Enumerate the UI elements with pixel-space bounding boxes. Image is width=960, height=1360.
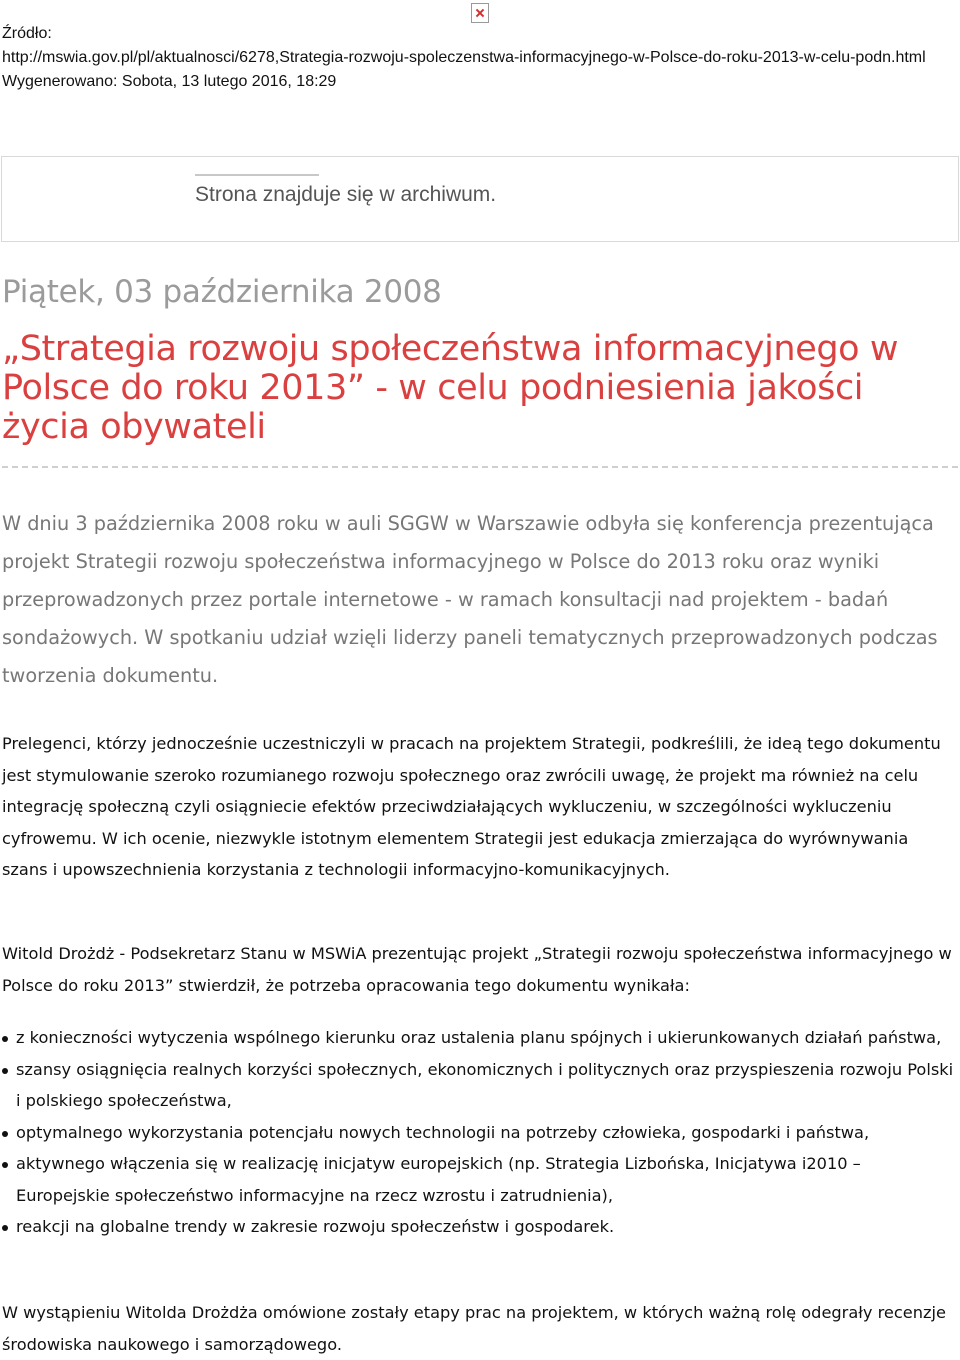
list-item: reakcji na globalne trendy w zakresie rozwoju społeczeństw i gospodarek. — [2, 1211, 958, 1243]
list-item: szansy osiągnięcia realnych korzyści społecznych, ekonomicznych i politycznych oraz przyspieszenia rozwoju Polski i polskiego społeczeństwa, — [2, 1054, 958, 1117]
broken-image-icon — [471, 3, 489, 23]
article-date: Piątek, 03 października 2008 — [2, 274, 442, 310]
source-label: Źródło: — [2, 25, 52, 42]
archive-notice-box — [1, 156, 959, 242]
article-lead: W dniu 3 października 2008 roku w auli SGGW w Warszawie odbyła się konferencja prezentująca projekt Strategii rozwoju społeczeństwa informacyjnego w Polsce do 2013 roku oraz wyniki przeprowadzonych przez portale internetowe - w ramach konsultacji nad projektem - badań sondażowych. W spotkaniu udział wzięli liderzy paneli tematycznych przeprowadzonych podczas tworzenia dokumentu. — [2, 512, 938, 687]
list-item: aktywnego włączenia się w realizację inicjatyw europejskich (np. Strategia Lizbońska, Inicjatywa i2010 – Europejskie społeczeństwo informacyjne na rzecz wzrostu i zatrudnienia), — [2, 1148, 958, 1211]
archive-notice-divider — [195, 174, 319, 176]
generated-timestamp: Wygenerowano: Sobota, 13 lutego 2016, 18:29 — [2, 73, 337, 90]
article-paragraph: Witold Drożdż - Podsekretarz Stanu w MSWiA prezentując projekt „Strategii rozwoju społeczeństwa informacyjnego w Polsce do roku 2013” stwierdził, że potrzeba opracowania tego dokumentu wynikała: — [2, 944, 952, 995]
article-paragraph: W wystąpieniu Witolda Drożdża omówione zostały etapy prac na projektem, w których ważną rolę odegrały recenzje środowiska naukowego i samorządowego. — [2, 1303, 946, 1354]
bullet-list — [2, 1022, 958, 1243]
article-paragraph: Prelegenci, którzy jednocześnie uczestniczyli w pracach na projektem Strategii, podkreślili, że ideą tego dokumentu jest stymulowanie szeroko rozumianego rozwoju społecznego oraz zwrócili uwagę, że projekt ma również na celu integrację społeczną czyli osiągniecie efektów przeciwdziałających wykluczeniu, w szczególności wykluczeniu cyfrowemu. W ich ocenie, niezwykle istotnym elementem Strategii jest edukacja zmierzająca do wyrównywania szans i upowszechnienia korzystania z technologii informacyjno-komunikacyjnych. — [2, 734, 941, 879]
article-title: „Strategia rozwoju społeczeństwa informacyjnego w Polsce do roku 2013” - w celu podniesienia jakości życia obywateli — [2, 329, 899, 447]
title-divider — [2, 466, 958, 468]
list-item: z konieczności wytyczenia wspólnego kierunku oraz ustalenia planu spójnych i ukierunkowanych działań państwa, — [2, 1022, 958, 1054]
source-url[interactable]: http://mswia.gov.pl/pl/aktualnosci/6278,Strategia-rozwoju-spoleczenstwa-informacyjnego-w-Polsce-do-roku-2013-w-celu-podn.html — [2, 49, 926, 66]
archive-notice-text: Strona znajduje się w archiwum. — [195, 183, 497, 206]
source-header — [2, 22, 958, 94]
list-item: optymalnego wykorzystania potencjału nowych technologii na potrzeby człowieka, gospodarki i państwa, — [2, 1117, 958, 1149]
